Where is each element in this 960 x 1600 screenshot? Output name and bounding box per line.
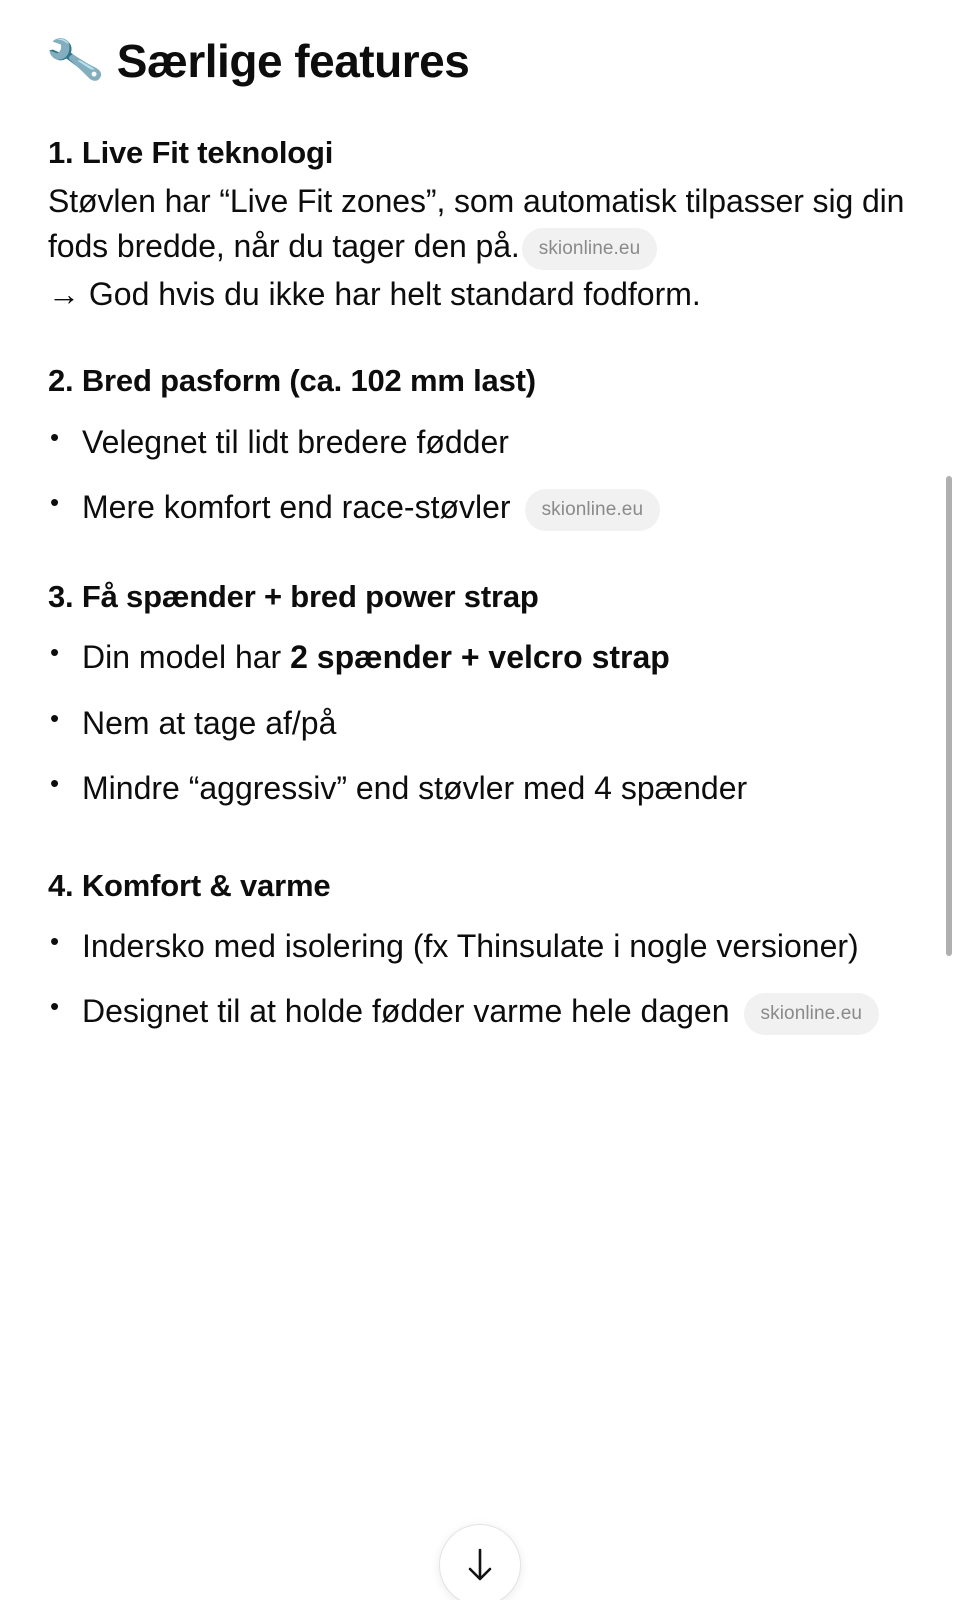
- section-paragraph: [48, 179, 912, 270]
- scrollbar-thumb[interactable]: [946, 476, 952, 956]
- section-komfort-varme: [48, 866, 912, 1036]
- section-spaender: [48, 577, 912, 812]
- list-item: [48, 924, 912, 969]
- section-bred-pasform: [48, 361, 912, 531]
- source-chip[interactable]: skionline.eu: [522, 228, 658, 270]
- list-item-label: Nem at tage af/på: [82, 704, 337, 741]
- section-arrow-note: → God hvis du ikke har helt standard fodform.: [48, 275, 701, 312]
- paragraph-text: Støvlen har “Live Fit zones”, som automatisk tilpasser sig din fods bredde, når du tager den på.: [48, 182, 905, 265]
- section-heading: 4. Komfort & varme: [48, 867, 331, 903]
- section-heading: 2. Bred pasform (ca. 102 mm last): [48, 363, 536, 399]
- list-item: [48, 701, 912, 746]
- bullet-list: [48, 635, 912, 811]
- bullet-list: [48, 924, 912, 1035]
- source-chip[interactable]: skionline.eu: [744, 993, 880, 1035]
- page-title-text: Særlige features: [116, 35, 470, 87]
- list-item-label: Indersko med isolering (fx Thinsulate i nogle versioner): [82, 927, 859, 964]
- list-item-label-bold: 2 spænder + velcro strap: [290, 639, 670, 676]
- bullet-list: [48, 420, 912, 531]
- list-item-label: Mere komfort end race-støvler: [82, 489, 511, 526]
- source-chip[interactable]: skionline.eu: [525, 489, 661, 531]
- section-live-fit: [48, 133, 912, 318]
- scroll-to-bottom-button[interactable]: [439, 1524, 521, 1600]
- vertical-scrollbar[interactable]: [946, 476, 952, 956]
- wrench-icon: 🔧: [44, 31, 107, 90]
- list-item-label: Velegnet til lidt bredere fødder: [82, 423, 509, 460]
- list-item: [48, 420, 912, 465]
- list-item: [48, 766, 912, 811]
- list-item: [48, 989, 912, 1035]
- list-item: [48, 485, 912, 531]
- list-item: [48, 635, 912, 680]
- list-item-label: Designet til at holde fødder varme hele dagen: [82, 993, 730, 1030]
- section-heading: 3. Få spænder + bred power strap: [48, 579, 539, 615]
- section-heading: 1. Live Fit teknologi: [48, 134, 334, 170]
- page-title: [44, 31, 912, 90]
- list-item-label: Din model har: [82, 639, 291, 676]
- list-item-label: Mindre “aggressiv” end støvler med 4 spænder: [82, 770, 748, 807]
- arrow-down-icon: [463, 1546, 497, 1584]
